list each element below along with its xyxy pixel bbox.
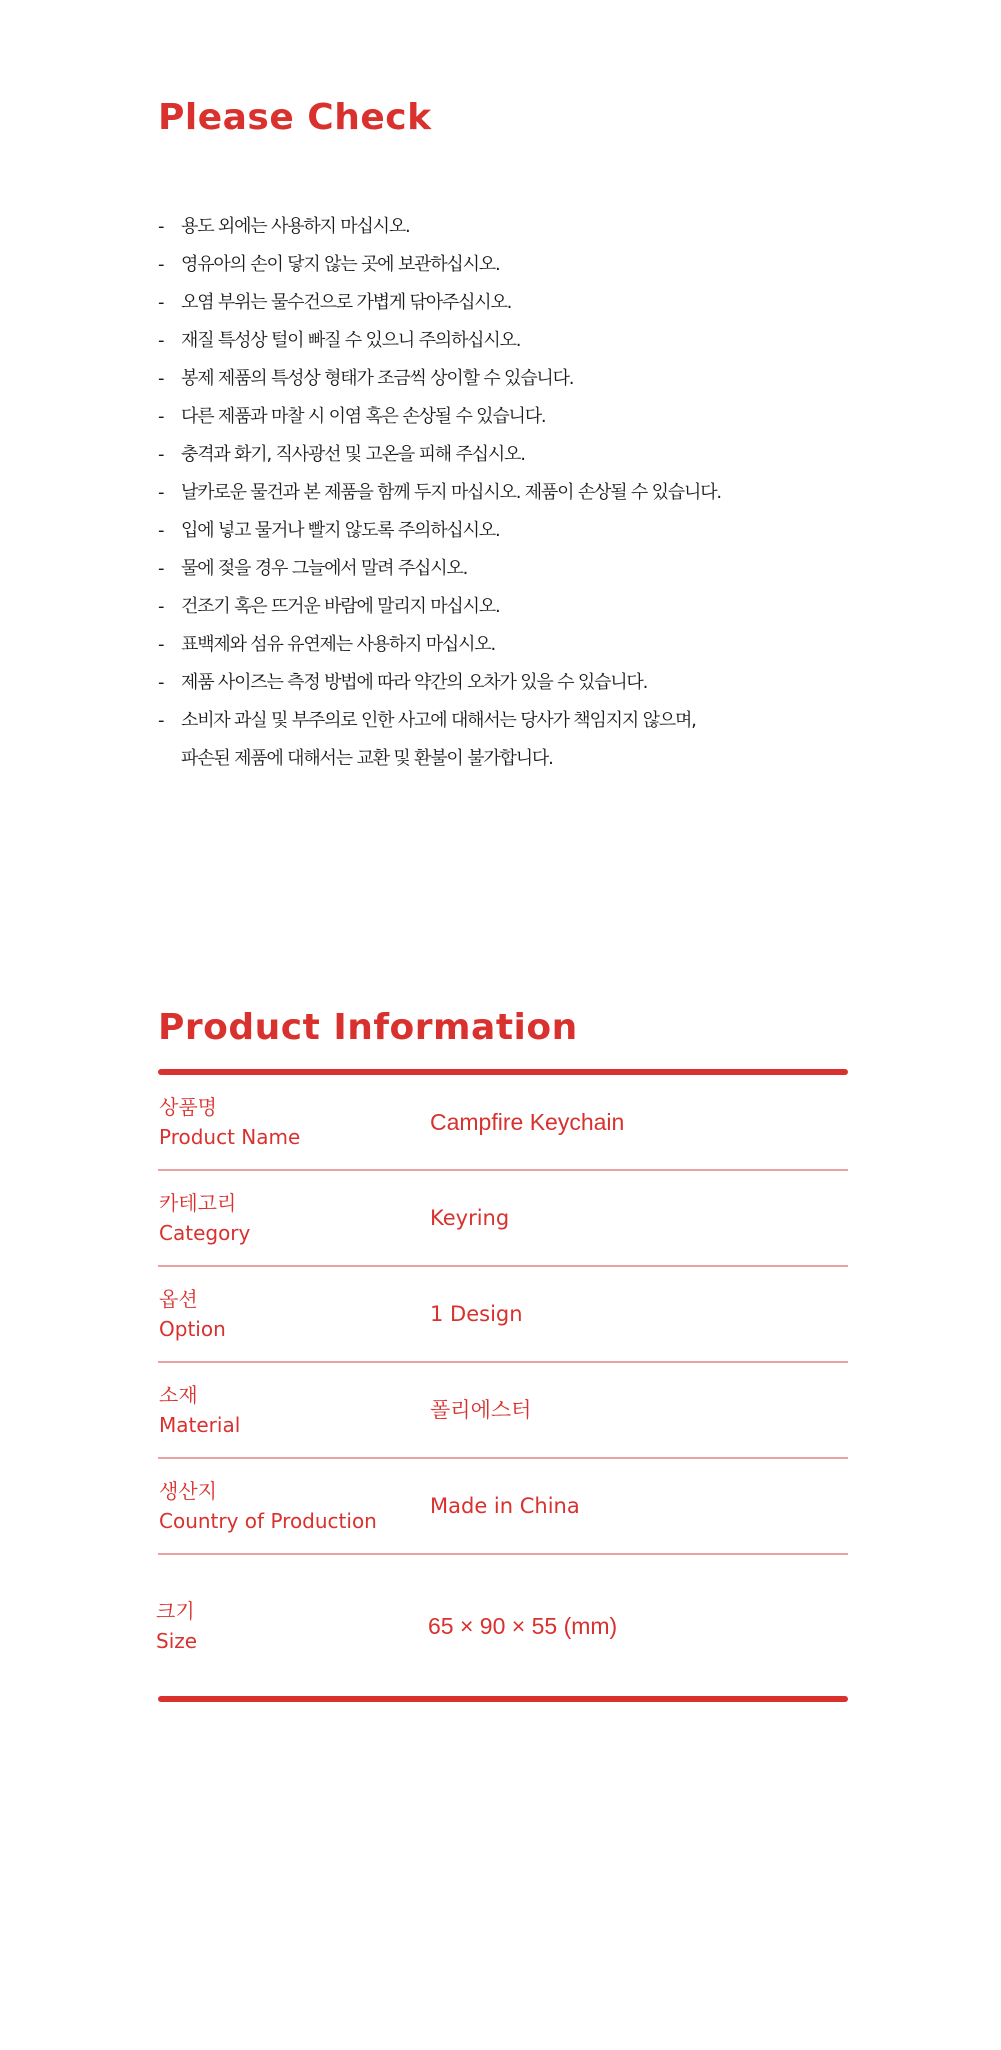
- list-item: [158, 208, 858, 246]
- bullet-dash: -: [158, 596, 165, 617]
- please-check-list: [158, 208, 858, 778]
- row-label: [159, 1188, 250, 1248]
- row-value: Campfire Keychain: [430, 1109, 625, 1135]
- bullet-dash: -: [158, 444, 165, 465]
- list-item-text: 소비자 과실 및 부주의로 인한 사고에 대해서는 당사가 책임지지 않으며,: [181, 710, 696, 731]
- table-row-material: [158, 1363, 848, 1457]
- row-label-english: Product Name: [159, 1125, 301, 1149]
- row-label-english: Country of Production: [159, 1509, 377, 1533]
- row-label-korean: 옵션: [159, 1287, 198, 1311]
- list-item-text: 제품 사이즈는 측정 방법에 따라 약간의 오차가 있을 수 있습니다.: [181, 672, 648, 693]
- row-label-korean: 생산지: [159, 1479, 217, 1503]
- bullet-dash: -: [158, 482, 165, 503]
- list-item: [158, 246, 858, 284]
- list-item-text: 영유아의 손이 닿지 않는 곳에 보관하십시오.: [181, 254, 500, 275]
- list-item: [158, 512, 858, 550]
- list-item: [158, 702, 858, 778]
- list-item-text: 입에 넣고 물거나 빨지 않도록 주의하십시오.: [181, 520, 500, 541]
- list-item-text: 오염 부위는 물수건으로 가볍게 닦아주십시오.: [181, 292, 512, 313]
- row-label-korean: 크기: [156, 1598, 195, 1623]
- table-row-country-of-production: [158, 1459, 848, 1553]
- bullet-dash: -: [158, 254, 165, 275]
- list-item: [158, 664, 858, 702]
- list-item-text: 용도 외에는 사용하지 마십시오.: [181, 216, 410, 237]
- product-information-title: Product Information: [158, 1007, 578, 1048]
- product-info-table: [158, 1069, 848, 1702]
- row-label: [159, 1092, 300, 1152]
- list-item-text: 표백제와 섬유 유연제는 사용하지 마십시오.: [181, 634, 495, 655]
- bullet-dash: -: [158, 520, 165, 541]
- please-check-title: Please Check: [158, 97, 432, 138]
- row-label-english: Material: [159, 1413, 241, 1437]
- list-item-text: 다른 제품과 마찰 시 이염 혹은 손상될 수 있습니다.: [181, 406, 546, 427]
- table-row-size: [158, 1555, 848, 1696]
- bullet-dash: -: [158, 368, 165, 389]
- table-row-option: [158, 1267, 848, 1361]
- table-row-product-name: [158, 1075, 848, 1169]
- row-label-korean: 소재: [159, 1383, 198, 1407]
- list-item: [158, 398, 858, 436]
- list-item-text-continued: 파손된 제품에 대해서는 교환 및 환불이 불가합니다.: [181, 748, 553, 769]
- row-label: [159, 1380, 240, 1440]
- list-item-text: 재질 특성상 털이 빠질 수 있으니 주의하십시오.: [181, 330, 521, 351]
- bullet-dash: -: [158, 710, 165, 731]
- list-item-text: 건조기 혹은 뜨거운 바람에 말리지 마십시오.: [181, 596, 500, 617]
- row-label: [159, 1284, 226, 1344]
- row-value: 65 × 90 × 55 (mm): [428, 1612, 618, 1639]
- row-label-english: Size: [156, 1628, 198, 1653]
- bullet-dash: -: [158, 558, 165, 579]
- row-value: 폴리에스터: [430, 1398, 532, 1422]
- list-item: [158, 588, 858, 626]
- list-item-text: 충격과 화기, 직사광선 및 고온을 피해 주십시오.: [181, 444, 525, 465]
- bullet-dash: -: [158, 672, 165, 693]
- list-item-text: 봉제 제품의 특성상 형태가 조금씩 상이할 수 있습니다.: [181, 368, 574, 389]
- list-item: [158, 626, 858, 664]
- row-value: Keyring: [430, 1206, 510, 1230]
- list-item-text: 물에 젖을 경우 그늘에서 말려 주십시오.: [181, 558, 468, 579]
- row-value: 1 Design: [430, 1302, 523, 1326]
- row-label-korean: 카테고리: [159, 1191, 237, 1215]
- list-item: [158, 474, 858, 512]
- row-value: Made in China: [430, 1494, 580, 1518]
- list-item: [158, 284, 858, 322]
- bullet-dash: -: [158, 634, 165, 655]
- list-item: [158, 550, 858, 588]
- bullet-dash: -: [158, 292, 165, 313]
- table-row-category: [158, 1171, 848, 1265]
- list-item: [158, 322, 858, 360]
- table-bottom-rule: [158, 1696, 848, 1702]
- bullet-dash: -: [158, 406, 165, 427]
- list-item-text: 날카로운 물건과 본 제품을 함께 두지 마십시오. 제품이 손상될 수 있습니다.: [181, 482, 721, 503]
- row-label: [159, 1476, 377, 1536]
- bullet-dash: -: [158, 216, 165, 237]
- list-item: [158, 436, 858, 474]
- row-label: [156, 1596, 197, 1656]
- row-label-english: Option: [159, 1317, 226, 1341]
- bullet-dash: -: [158, 330, 165, 351]
- row-label-english: Category: [159, 1221, 251, 1245]
- row-label-korean: 상품명: [159, 1095, 217, 1119]
- list-item: [158, 360, 858, 398]
